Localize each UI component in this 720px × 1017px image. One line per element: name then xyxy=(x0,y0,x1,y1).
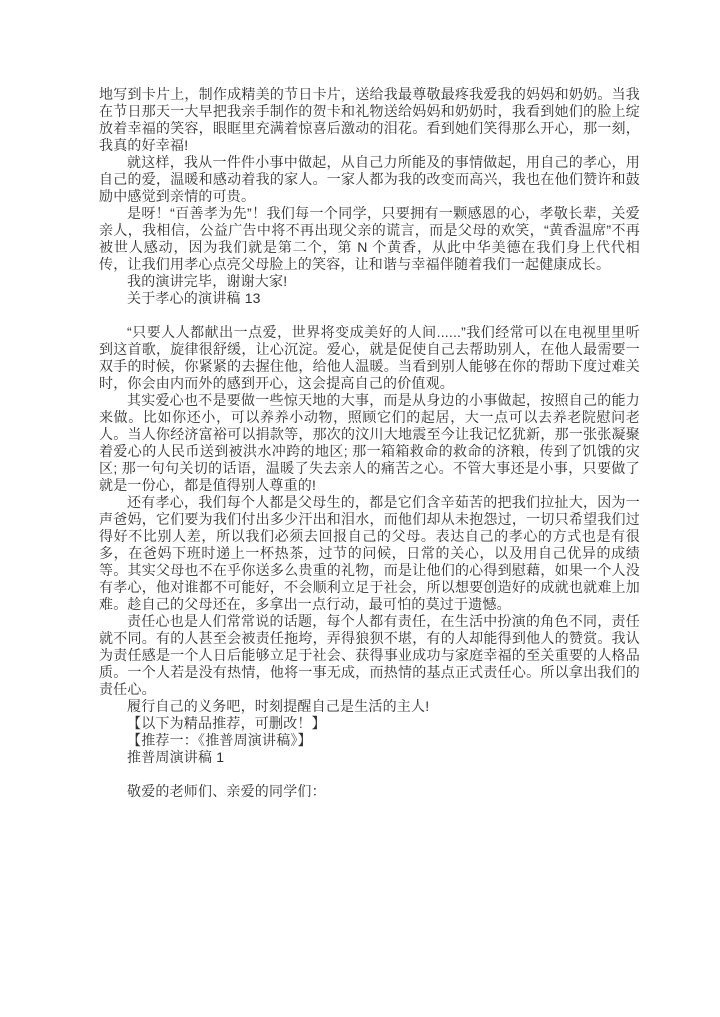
paragraph: 关于孝心的演讲稿 13 xyxy=(127,290,261,306)
paragraph: 地写到卡片上，制作成精美的节日卡片，送给我最尊敬最疼我爱我的妈妈和奶奶。当我在节日那天一大早把我亲手制作的贺卡和礼物送给妈妈和奶奶时，我看到她们的脸上绽放着幸福的笑容，眼眶里充满着惊喜后激动的泪花。看到她们笑得那么开心，那一刻，我真的好幸福! xyxy=(99,86,640,153)
paragraph: 其实爱心也不是要做一些惊天地的大事，而是从身边的小事做起，按照自己的能力来做。比如你还小，可以养养小动物，照顾它们的起居，大一点可以去养老院慰问老人。当人你经济富裕可以捐款等，那次的汶川大地震至今让我记忆犹新，那一张张凝聚着爱心的人民币送到被洪水冲跨的地区; 那一箱箱救命的救命的济粮，传到了饥饿的灾区; 那一句句关切的话语，温暖了失去亲人的痛苦之心。不管大事还是小事，只要做了就是一份心，都是值得别人尊重的! xyxy=(99,392,640,493)
paragraph: 敬爱的老师们、亲爱的同学们： xyxy=(127,783,326,799)
blank-line xyxy=(99,307,640,324)
paragraph: 还有孝心，我们每个人都是父母生的，都是它们含辛茹苦的把我们拉扯大，因为一声爸妈，它们要为我们付出多少汗出和泪水，而他们却从未抱怨过，一切只希望我们过得好不比别人差，所以我们必须去回报自己的父母。表达自己的孝心的方式也是有很多，在爸妈下班时递上一杯热茶，过节的问候，日常的关心，以及用自己优异的成绩等。其实父母也不在乎你送多么贵重的礼物，而是让他们的心得到慰藉，如果一个人没有孝心，他对谁都不可能好，不会顺利立足于社会，所以想要创造好的成就也就难上加难。趁自己的父母还在，多拿出一点行动，最可怕的莫过于遗憾。 xyxy=(99,494,640,612)
blank-line xyxy=(99,766,640,783)
paragraph: 推普周演讲稿 1 xyxy=(127,749,225,765)
paragraph: 责任心也是人们常常说的话题，每个人都有责任，在生活中扮演的角色不同，责任就不同。有的人甚至会被责任拖垮，弄得狼狈不堪，有的人却能得到他人的赞赏。我认为责任感是一个人日后能够立足于社会、获得事业成功与家庭幸福的至关重要的人格品质。一个人若是没有热情，他将一事无成，而热情的基点正式责任心。所以拿出我们的责任心。 xyxy=(99,613,640,697)
paragraph: “只要人人都献出一点爱，世界将变成美好的人间......”我们经常可以在电视里里听到这首歌，旋律很舒缓，让心沉淀。爱心，就是促使自己去帮助别人，在他人最需要一双手的时候，你紧紧的去握住他，给他人温暖。当看到别人能够在你的帮助下度过难关时，你会由内而外的感到开心，这会提高自己的价值观。 xyxy=(99,324,640,391)
paragraph: 【以下为精品推荐，可删改！】 xyxy=(127,715,326,731)
paragraph: 履行自己的义务吧，时刻提醒自己是生活的主人! xyxy=(127,698,430,714)
paragraph: 就这样，我从一件件小事中做起，从自己力所能及的事情做起，用自己的孝心，用自己的爱，温暖和感动着我的家人。一家人都为我的改变而高兴，我也在他们赞许和鼓励中感觉到亲情的可贵。 xyxy=(99,154,640,204)
paragraph: 我的演讲完毕，谢谢大家! xyxy=(127,273,288,289)
paragraph: 是呀！“百善孝为先”！我们每一个同学，只要拥有一颗感恩的心，孝敬长辈，关爱亲人，我相信，公益广告中将不再出现父亲的谎言，而是父母的欢笑，“黄香温席”不再被世人感动，因为我们就是第二个，第 N 个黄香，从此中华美德在我们身上代代相传，让我们用孝心点亮父母脸上的笑容，让和谐与幸福伴随着我们一起健康成长。 xyxy=(99,205,640,272)
document-body xyxy=(99,86,640,800)
paragraph: 【推荐一：《推普周演讲稿》】 xyxy=(127,732,312,748)
